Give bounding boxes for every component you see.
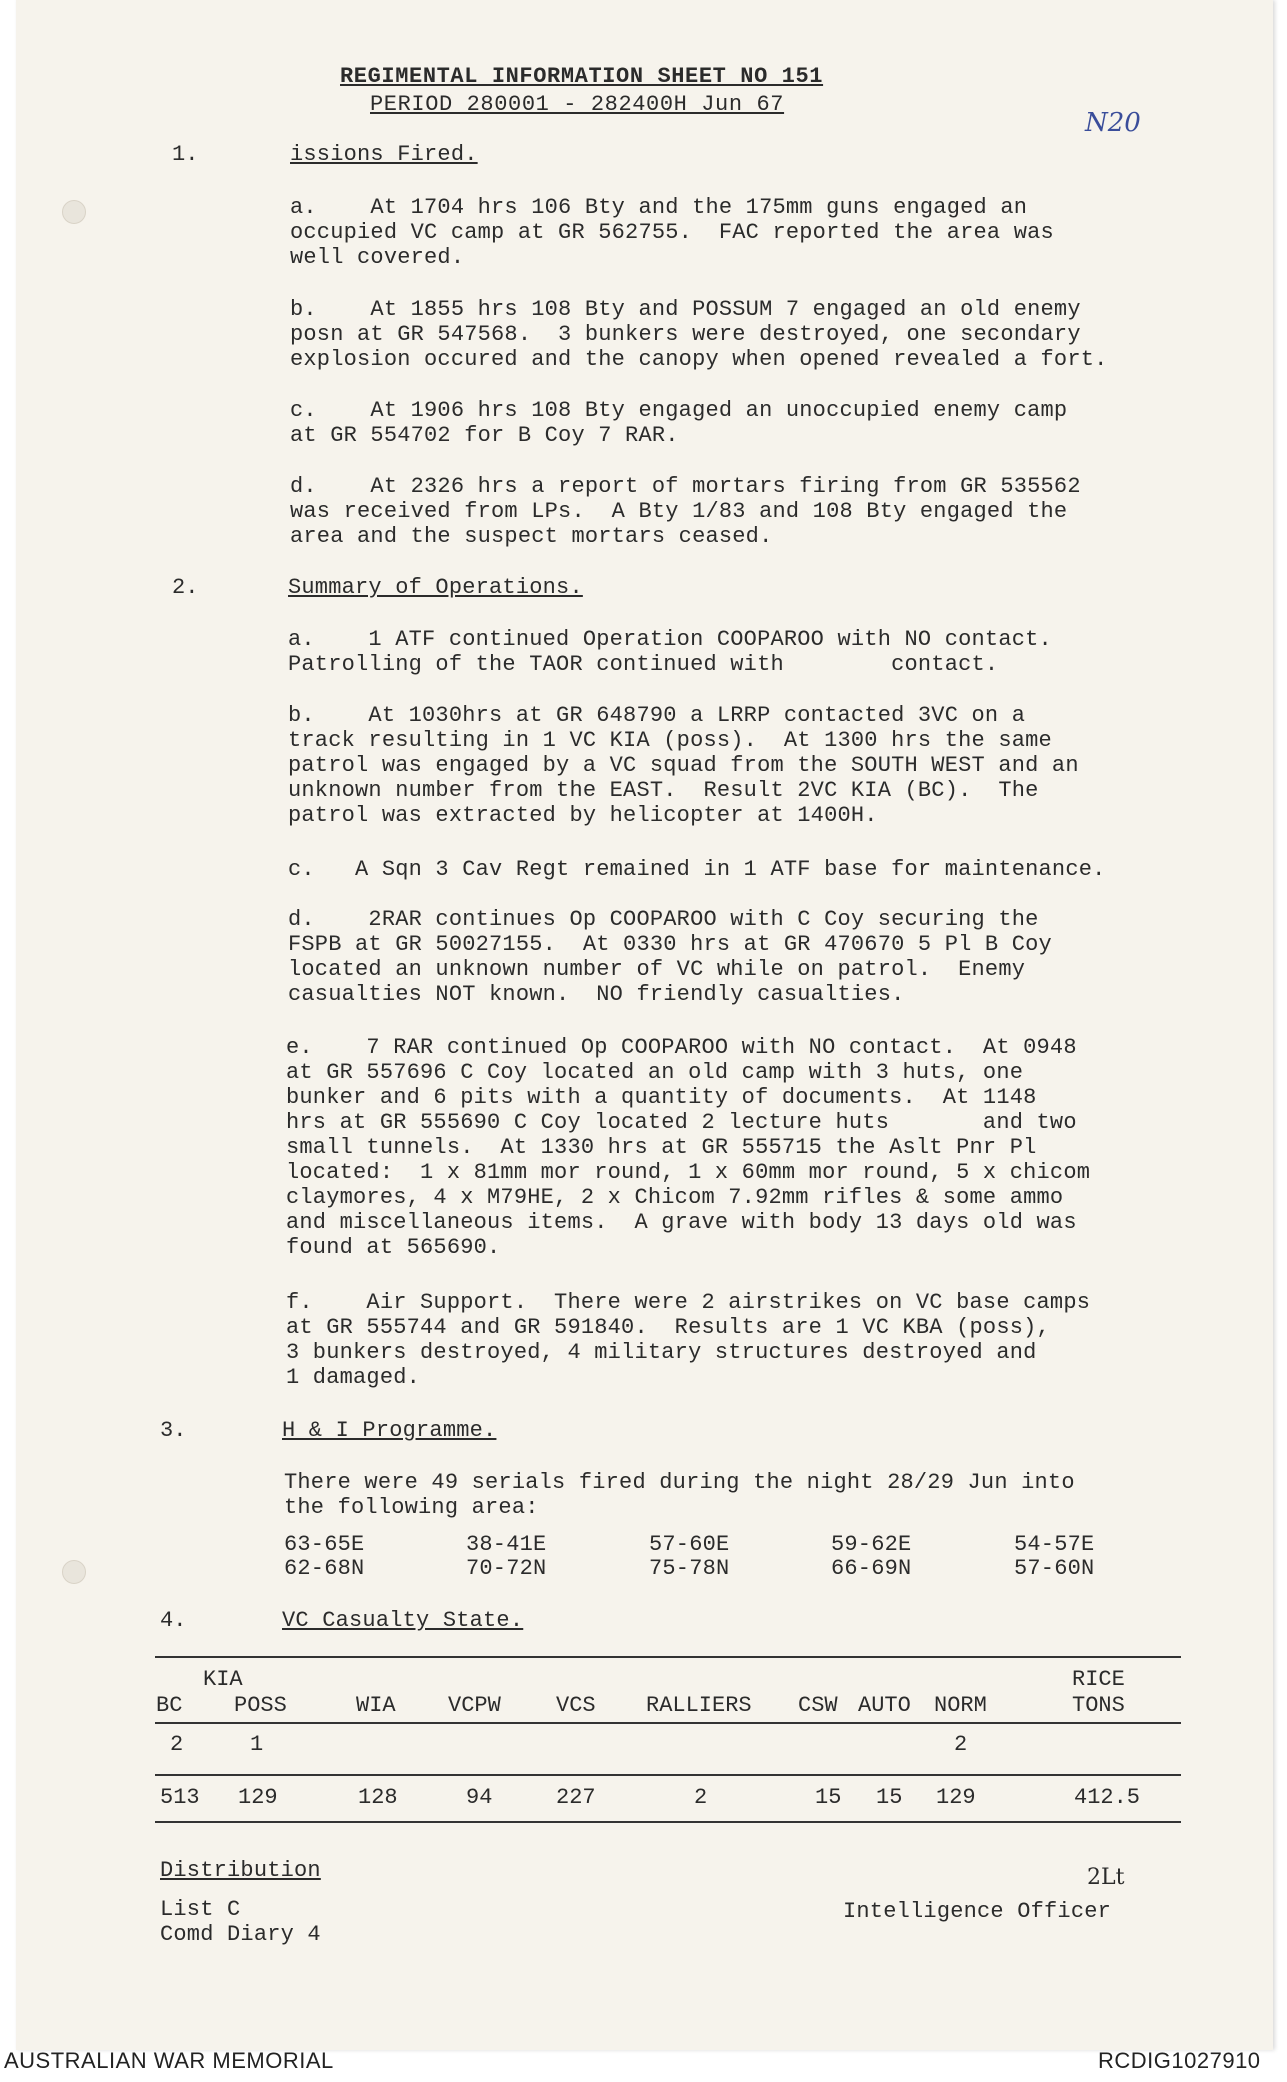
table-header: CSW	[798, 1693, 838, 1718]
handwritten-annotation: N20	[1085, 108, 1141, 138]
table-group-header-kia: KIA	[203, 1667, 243, 1692]
sheet-period: PERIOD 280001 - 282400H Jun 67	[370, 92, 785, 117]
section-heading: H & I Programme.	[282, 1418, 497, 1443]
footer-reference-id: RCDIG1027910	[1098, 2048, 1261, 2073]
table-header: NORM	[934, 1693, 987, 1718]
punch-hole	[62, 200, 86, 224]
section-heading: VC Casualty State.	[282, 1608, 524, 1633]
distribution-item: Comd Diary 4	[160, 1922, 321, 1947]
footer-source: AUSTRALIAN WAR MEMORIAL	[4, 2048, 334, 2073]
table-header: TONS	[1072, 1693, 1125, 1718]
table-header: VCS	[556, 1693, 596, 1718]
distribution-heading: Distribution	[160, 1858, 321, 1883]
table-rule	[155, 1774, 1181, 1776]
table-group-header-rice: RICE	[1072, 1667, 1125, 1692]
table-header: RALLIERS	[646, 1693, 752, 1718]
section-number: 4.	[160, 1608, 187, 1633]
distribution-item: List C	[160, 1897, 241, 1922]
section-number: 1.	[172, 142, 199, 167]
table-header: BC	[156, 1693, 183, 1718]
punch-hole	[62, 1560, 86, 1584]
section-heading: Summary of Operations.	[288, 575, 583, 600]
sheet-title: REGIMENTAL INFORMATION SHEET NO 151	[340, 64, 824, 89]
section-number: 2.	[172, 575, 199, 600]
section-heading: issions Fired.	[290, 142, 478, 167]
table-header: POSS	[234, 1693, 287, 1718]
table-header: VCPW	[448, 1693, 501, 1718]
table-header: WIA	[356, 1693, 396, 1718]
table-header: AUTO	[858, 1693, 911, 1718]
table-rule	[155, 1821, 1181, 1823]
table-rule	[155, 1656, 1181, 1658]
signature-title: Intelligence Officer	[843, 1899, 1112, 1924]
table-rule	[155, 1722, 1181, 1724]
signature-rank: 2Lt	[1087, 1865, 1125, 1890]
section-number: 3.	[160, 1418, 187, 1443]
